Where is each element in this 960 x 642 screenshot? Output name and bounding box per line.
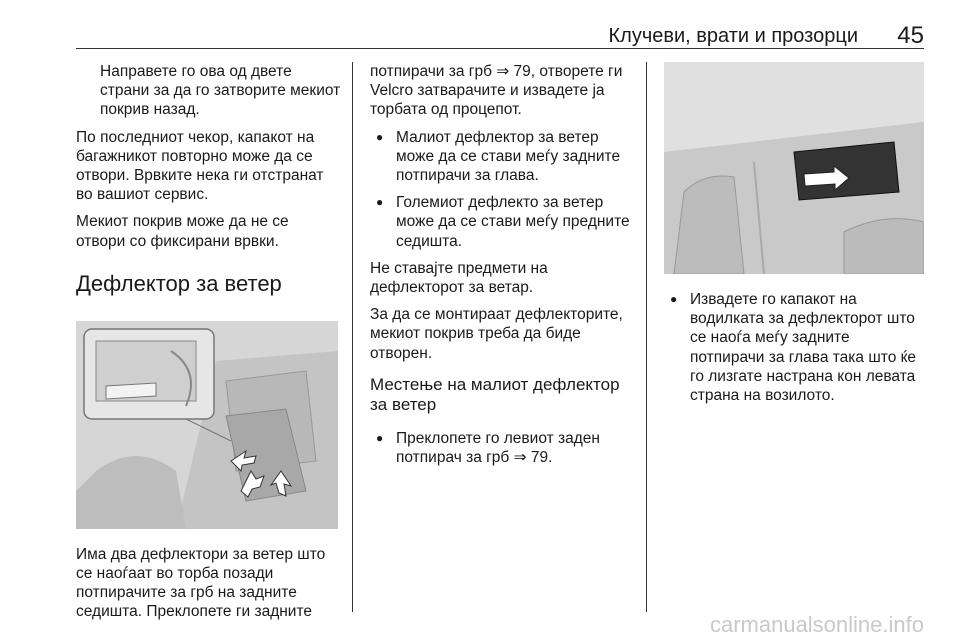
paragraph: За да се монтираат дефлекторите, мекиот покрив треба да биде отворен. xyxy=(370,306,623,362)
list-item xyxy=(664,290,926,405)
page-header xyxy=(76,0,924,49)
paragraph: Не ставајте предмети на дефлекторот за ветар. xyxy=(370,259,548,297)
column-1 xyxy=(76,62,342,630)
list-item-text: Преклопете го левиот заден потпирач за грб ⇒ 79. xyxy=(396,429,600,467)
paragraph: потпирачи за грб ⇒ 79, отворете ги Velcro затварачите и извадете ја торбата од процепот. xyxy=(370,63,623,119)
paragraph: Има два дефлектори за ветер што се наоѓаат во торба позади потпирачите за грб на задните седишта. Преклопете ги задните xyxy=(76,545,326,621)
paragraph: Направете го ова од двете страни за да го затворите мекиот покрив назад. xyxy=(100,63,341,119)
list-item-text: Извадете го капакот на водилката за дефлекторот што се наоѓа меѓу задните потпирачи за глава така што ќе го лизгате настрана кон левата страна на возилото. xyxy=(690,291,917,405)
list-item xyxy=(370,429,636,467)
bullet: ● xyxy=(376,430,384,445)
list-item-text: Големиот дефлекто за ветер може да се стави меѓу предните седишта. xyxy=(396,194,630,250)
column-divider xyxy=(646,62,647,612)
column-2 xyxy=(370,62,636,475)
paragraph: Мекиот покрив може да не се отвори со фиксирани врвки. xyxy=(76,213,289,250)
paragraph: По последниот чекор, капакот на багажникот повторно може да се отвори. Врвките нека ги отстранат во вашиот сервис. xyxy=(76,128,324,204)
bullet: ● xyxy=(670,292,678,306)
header-title: Клучеви, врати и прозорци xyxy=(608,25,858,47)
list-item xyxy=(370,128,636,186)
car-interior-illustration xyxy=(76,321,338,529)
column-divider xyxy=(352,62,353,612)
subsection-heading: Местење на малиот дефлектор за ветер xyxy=(370,374,620,414)
rear-headrests-illustration xyxy=(664,62,924,274)
page-number: 45 xyxy=(897,22,924,49)
section-heading: Дефлектор за ветер xyxy=(76,270,282,296)
column-3 xyxy=(664,62,926,413)
bullet: ● xyxy=(376,195,384,210)
deflector-guide-cover-illustration xyxy=(664,62,924,274)
wind-deflector-bag-illustration xyxy=(76,321,338,529)
watermark: carmanualsonline.info xyxy=(709,612,924,637)
list-item xyxy=(370,193,636,251)
bullet: ● xyxy=(376,129,384,144)
list-item-text: Малиот дефлектор за ветер може да се стави меѓу задните потпирачи за глава. xyxy=(396,128,621,185)
